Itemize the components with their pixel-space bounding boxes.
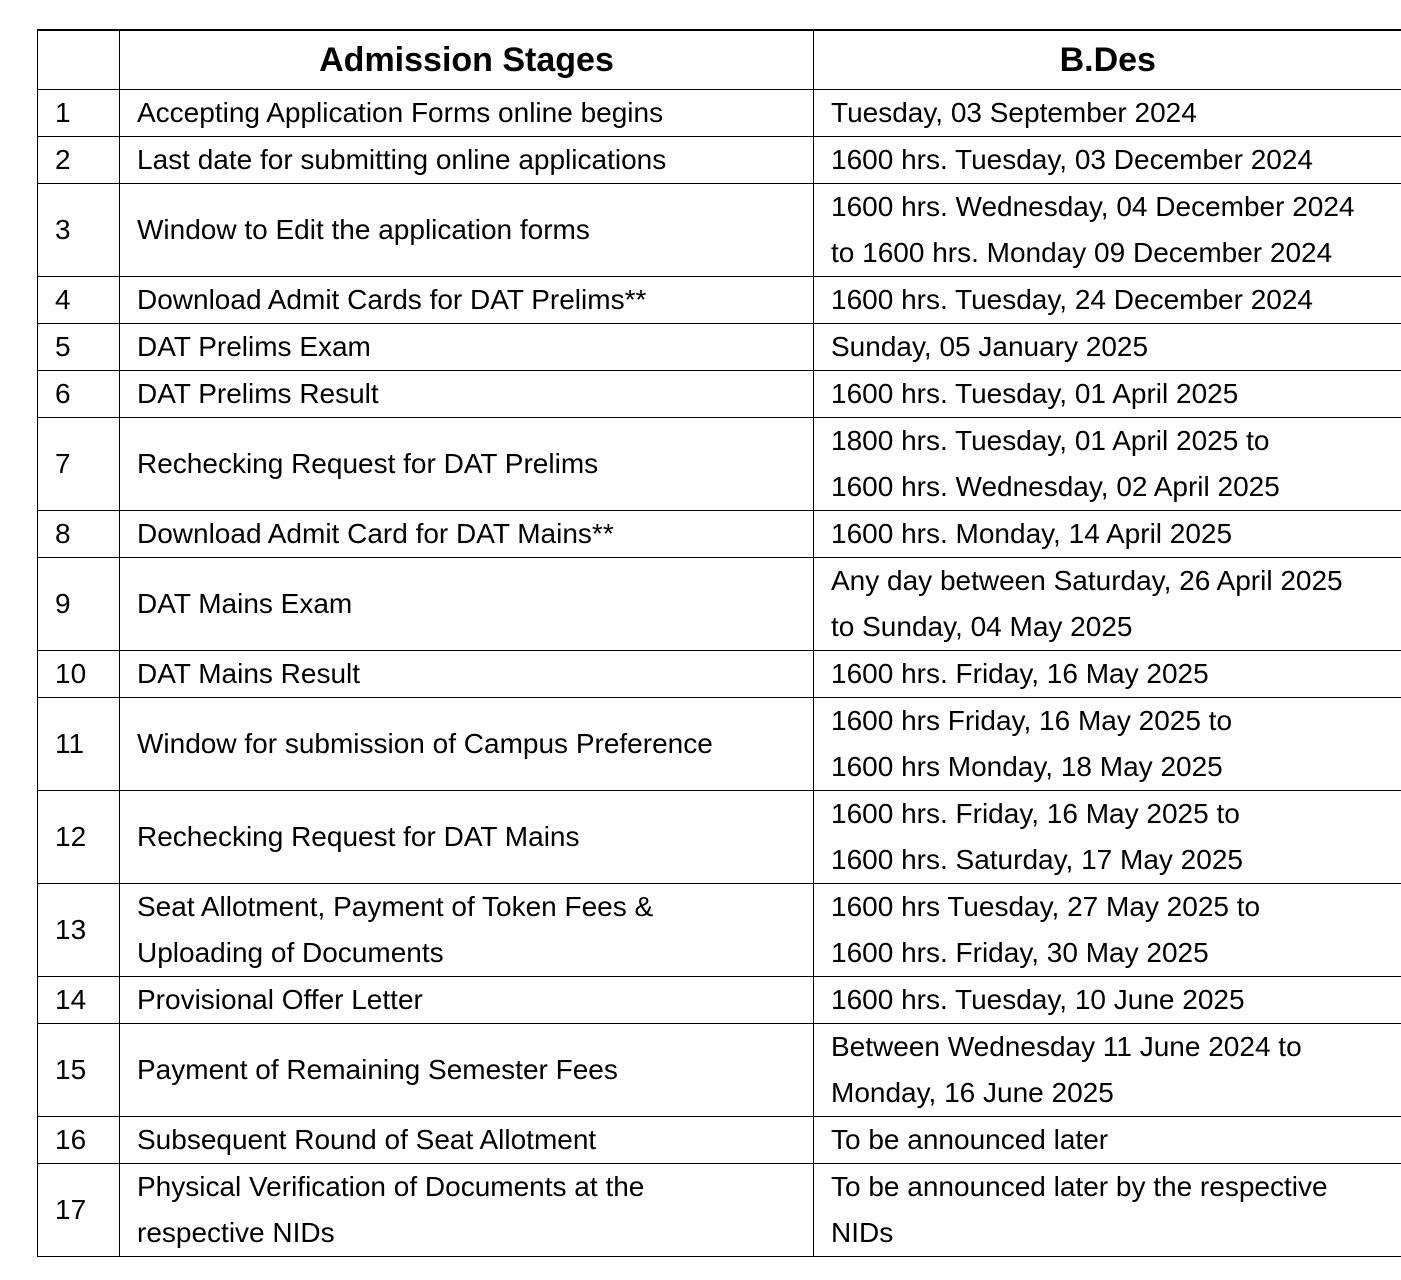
admission-stage-cell xyxy=(120,651,814,698)
table-row xyxy=(38,277,1401,324)
row-number: 6 xyxy=(38,371,120,418)
admission-stage-cell xyxy=(120,698,814,791)
admission-stage-cell xyxy=(120,324,814,371)
admission-stage-text: Download Admit Card for DAT Mains** xyxy=(137,518,614,549)
admission-stage-cell xyxy=(120,884,814,977)
admission-stage-text: DAT Prelims Exam xyxy=(137,331,371,362)
bdes-date-text: 1600 hrs. Tuesday, 10 June 2025 xyxy=(831,984,1245,1015)
bdes-date-text: NIDs xyxy=(831,1217,894,1248)
admission-stage-cell xyxy=(120,90,814,137)
bdes-date-text: 1600 hrs. Tuesday, 03 December 2024 xyxy=(831,144,1314,175)
table-row xyxy=(38,884,1401,977)
admission-stage-text: respective NIDs xyxy=(137,1217,335,1248)
row-number: 2 xyxy=(38,137,120,184)
bdes-date-cell xyxy=(814,791,1401,884)
admission-stage-text: Window to Edit the application forms xyxy=(137,214,590,245)
table-body xyxy=(38,90,1401,1257)
table-row xyxy=(38,511,1401,558)
header-program-bdes: B.Des xyxy=(814,30,1401,90)
bdes-date-text: 1600 hrs. Monday, 14 April 2025 xyxy=(831,518,1233,549)
bdes-date-text: to 1600 hrs. Monday 09 December 2024 xyxy=(831,237,1333,268)
table-row xyxy=(38,90,1401,137)
admission-stage-text: Payment of Remaining Semester Fees xyxy=(137,1054,618,1085)
bdes-date-text: Tuesday, 03 September 2024 xyxy=(831,97,1197,128)
admission-stage-cell xyxy=(120,511,814,558)
admission-stage-text: DAT Prelims Result xyxy=(137,378,379,409)
row-number: 1 xyxy=(38,90,120,137)
admission-stage-cell xyxy=(120,1164,814,1257)
admission-stage-cell xyxy=(120,277,814,324)
row-number: 13 xyxy=(38,884,120,977)
admission-stage-text: Rechecking Request for DAT Mains xyxy=(137,821,580,852)
admission-stage-text: Subsequent Round of Seat Allotment xyxy=(137,1124,597,1155)
bdes-date-text: 1600 hrs Monday, 18 May 2025 xyxy=(831,751,1223,782)
table-row xyxy=(38,791,1401,884)
row-number: 15 xyxy=(38,1024,120,1117)
admission-stage-cell xyxy=(120,137,814,184)
table-header-row xyxy=(38,30,1401,90)
bdes-date-text: 1600 hrs. Friday, 16 May 2025 xyxy=(831,658,1209,689)
row-number: 9 xyxy=(38,558,120,651)
admission-stage-cell xyxy=(120,184,814,277)
row-number: 4 xyxy=(38,277,120,324)
bdes-date-text: 1800 hrs. Tuesday, 01 April 2025 to xyxy=(831,425,1270,456)
admission-stage-cell xyxy=(120,1117,814,1164)
table-row xyxy=(38,1024,1401,1117)
bdes-date-cell xyxy=(814,1164,1401,1257)
bdes-date-text: 1600 hrs. Friday, 30 May 2025 xyxy=(831,937,1209,968)
admission-stage-cell xyxy=(120,791,814,884)
row-number: 3 xyxy=(38,184,120,277)
admission-stage-text: Window for submission of Campus Preference xyxy=(137,728,713,759)
admission-stage-text: DAT Mains Exam xyxy=(137,588,353,619)
row-number: 16 xyxy=(38,1117,120,1164)
admission-stage-text: Seat Allotment, Payment of Token Fees & xyxy=(137,891,654,922)
bdes-date-text: Monday, 16 June 2025 xyxy=(831,1077,1114,1108)
admission-stage-text: DAT Mains Result xyxy=(137,658,361,689)
bdes-date-text: 1600 hrs. Tuesday, 01 April 2025 xyxy=(831,378,1239,409)
bdes-date-cell xyxy=(814,511,1401,558)
bdes-date-cell xyxy=(814,371,1401,418)
bdes-date-cell xyxy=(814,90,1401,137)
bdes-date-text: Any day between Saturday, 26 April 2025 xyxy=(831,565,1343,596)
bdes-date-text: to Sunday, 04 May 2025 xyxy=(831,611,1133,642)
admission-stage-text: Physical Verification of Documents at the xyxy=(137,1171,645,1202)
admission-stage-text: Rechecking Request for DAT Prelims xyxy=(137,448,599,479)
bdes-date-text: 1600 hrs Tuesday, 27 May 2025 to xyxy=(831,891,1261,922)
table-row xyxy=(38,324,1401,371)
bdes-date-text: To be announced later xyxy=(831,1124,1109,1155)
bdes-date-cell xyxy=(814,698,1401,791)
bdes-date-text: 1600 hrs. Saturday, 17 May 2025 xyxy=(831,844,1243,875)
bdes-date-text: To be announced later by the respective xyxy=(831,1171,1328,1202)
bdes-date-text: 1600 hrs Friday, 16 May 2025 to xyxy=(831,705,1233,736)
bdes-date-cell xyxy=(814,324,1401,371)
row-number: 11 xyxy=(38,698,120,791)
bdes-date-cell xyxy=(814,977,1401,1024)
table-row xyxy=(38,1117,1401,1164)
bdes-date-text: 1600 hrs. Friday, 16 May 2025 to xyxy=(831,798,1240,829)
bdes-date-cell xyxy=(814,1024,1401,1117)
table-row xyxy=(38,1164,1401,1257)
admission-stage-cell xyxy=(120,558,814,651)
bdes-date-cell xyxy=(814,1117,1401,1164)
bdes-date-cell xyxy=(814,651,1401,698)
header-admission-stages: Admission Stages xyxy=(120,30,814,90)
row-number: 14 xyxy=(38,977,120,1024)
bdes-date-text: 1600 hrs. Wednesday, 02 April 2025 xyxy=(831,471,1280,502)
table-row xyxy=(38,977,1401,1024)
header-number xyxy=(38,30,120,90)
row-number: 5 xyxy=(38,324,120,371)
bdes-date-text: 1600 hrs. Wednesday, 04 December 2024 xyxy=(831,191,1355,222)
admission-schedule-table xyxy=(37,29,1401,1257)
table-row xyxy=(38,371,1401,418)
table-row xyxy=(38,558,1401,651)
bdes-date-cell xyxy=(814,184,1401,277)
row-number: 7 xyxy=(38,418,120,511)
admission-stage-cell xyxy=(120,977,814,1024)
bdes-date-cell xyxy=(814,137,1401,184)
admission-stage-cell xyxy=(120,418,814,511)
table-row xyxy=(38,137,1401,184)
bdes-date-text: 1600 hrs. Tuesday, 24 December 2024 xyxy=(831,284,1314,315)
bdes-date-cell xyxy=(814,277,1401,324)
row-number: 12 xyxy=(38,791,120,884)
table-row xyxy=(38,698,1401,791)
admission-stage-cell xyxy=(120,371,814,418)
table-row xyxy=(38,184,1401,277)
bdes-date-text: Sunday, 05 January 2025 xyxy=(831,331,1149,362)
admission-stage-cell xyxy=(120,1024,814,1117)
bdes-date-cell xyxy=(814,884,1401,977)
table-row xyxy=(38,418,1401,511)
admission-stage-text: Last date for submitting online applications xyxy=(137,144,667,175)
row-number: 10 xyxy=(38,651,120,698)
admission-stage-text: Provisional Offer Letter xyxy=(137,984,423,1015)
bdes-date-text: Between Wednesday 11 June 2024 to xyxy=(831,1031,1302,1062)
table-row xyxy=(38,651,1401,698)
admission-stage-text: Uploading of Documents xyxy=(137,937,444,968)
bdes-date-cell xyxy=(814,418,1401,511)
row-number: 8 xyxy=(38,511,120,558)
admission-stage-text: Accepting Application Forms online begins xyxy=(137,97,664,128)
admission-stage-text: Download Admit Cards for DAT Prelims** xyxy=(137,284,647,315)
bdes-date-cell xyxy=(814,558,1401,651)
row-number: 17 xyxy=(38,1164,120,1257)
